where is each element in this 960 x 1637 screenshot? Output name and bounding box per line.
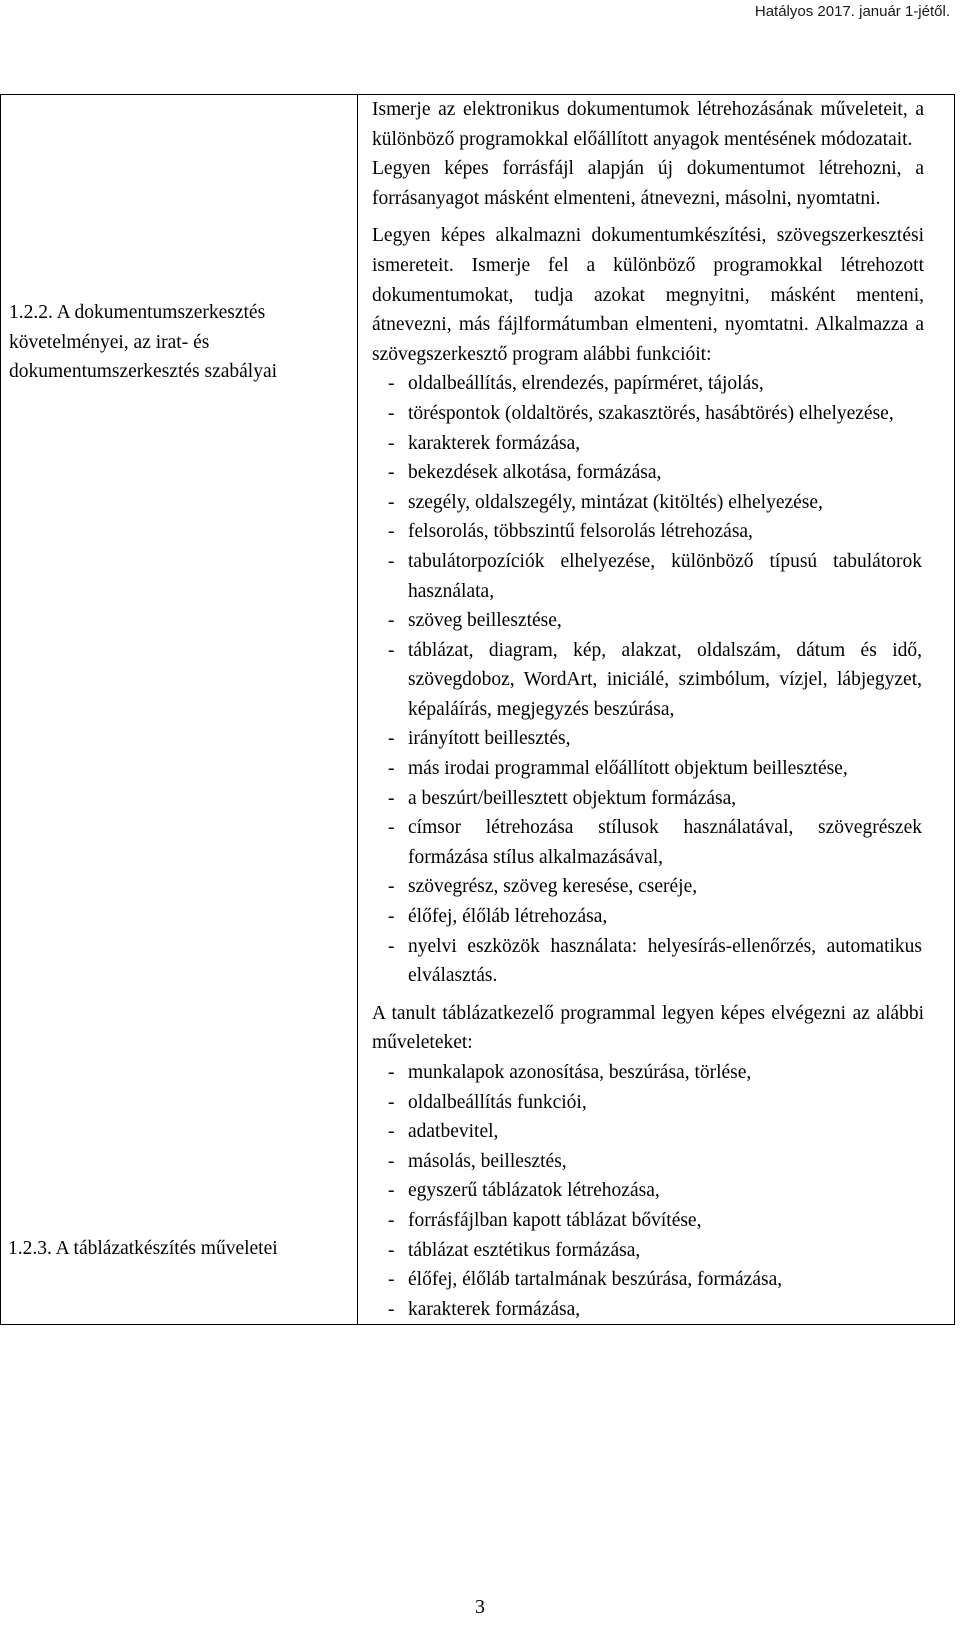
intro-paragraph: Legyen képes forrásfájl alapján új dokumentumot létrehozni, a forrásanyagot másként elmenteni, átnevezni, másolni, nyomtatni. <box>372 158 924 209</box>
section-1-2-3-list <box>372 1058 924 1324</box>
effective-date-note: Hatályos 2017. január 1-jétől. <box>754 3 950 20</box>
list-item: - táblázat esztétikus formázása, <box>372 1236 924 1266</box>
list-item: - táblázat, diagram, kép, alakzat, oldalszám, dátum és idő, szövegdoboz, WordArt, iniciálé, szimbólum, vízjel, lábjegyzet, képaláírás, megjegyzés beszúrása, <box>372 636 924 725</box>
list-item: - forrásfájlban kapott táblázat bővítése, <box>372 1206 924 1236</box>
section-label-1-2-2: 1.2.2. A dokumentumszerkesztés követelményei, az irat- és dokumentumszerkesztés szabályai <box>9 302 278 383</box>
list-item: - élőfej, élőláb létrehozása, <box>372 902 924 932</box>
section-1-2-2-text: Legyen képes alkalmazni dokumentumkészítési, szövegszerkesztési ismereteit. Ismerje fel a különböző programokkal létrehozott dokumentumokat, tudja azokat megnyitni, másként menteni, átnevezni, más fájlformátumban elmenteni, nyomtatni. Alkalmazza a szövegszerkesztő program alábbi funkcióit: <box>372 225 924 365</box>
intro-block <box>372 95 924 213</box>
list-item: - tabulátorpozíciók elhelyezése, különböző típusú tabulátorok használata, <box>372 547 924 606</box>
list-item: - karakterek formázása, <box>372 429 924 459</box>
list-item: - szövegrész, szöveg keresése, cseréje, <box>372 872 924 902</box>
requirements-column-cell <box>358 95 955 1325</box>
list-item: - adatbevitel, <box>372 1117 924 1147</box>
list-item: - szöveg beillesztése, <box>372 606 924 636</box>
intro-paragraph: Ismerje az elektronikus dokumentumok létrehozásának műveleteit, a különböző programokkal előállított anyagok mentésének módozatait. <box>372 99 924 150</box>
list-item: - töréspontok (oldaltörés, szakasztörés, hasábtörés) elhelyezése, <box>372 399 924 429</box>
list-item: - oldalbeállítás funkciói, <box>372 1088 924 1118</box>
list-item: - bekezdések alkotása, formázása, <box>372 458 924 488</box>
list-item: - irányított beillesztés, <box>372 724 924 754</box>
list-item: - élőfej, élőláb tartalmának beszúrása, formázása, <box>372 1265 924 1295</box>
list-item: - címsor létrehozása stílusok használatával, szövegrészek formázása stílus alkalmazásával, <box>372 813 924 872</box>
section-1-2-3-text: A tanult táblázatkezelő programmal legyen képes elvégezni az alábbi műveleteket: <box>372 1002 924 1054</box>
list-item: - felsorolás, többszintű felsorolás létrehozása, <box>372 517 924 547</box>
section-1-2-2-list <box>372 369 924 990</box>
curriculum-table <box>0 94 955 1325</box>
list-item: - oldalbeállítás, elrendezés, papírméret, tájolás, <box>372 369 924 399</box>
list-item: - munkalapok azonosítása, beszúrása, törlése, <box>372 1058 924 1088</box>
table-row <box>1 95 955 1325</box>
section-label-1-2-3: 1.2.3. A táblázatkészítés műveletei <box>8 1238 278 1259</box>
list-item: - másolás, beillesztés, <box>372 1147 924 1177</box>
list-item: - karakterek formázása, <box>372 1295 924 1325</box>
list-item: - más irodai programmal előállított objektum beillesztése, <box>372 754 924 784</box>
list-item: - a beszúrt/beillesztett objektum formázása, <box>372 784 924 814</box>
list-item: - szegély, oldalszegély, mintázat (kitöltés) elhelyezése, <box>372 488 924 518</box>
list-item: - egyszerű táblázatok létrehozása, <box>372 1176 924 1206</box>
page-number: 3 <box>475 1596 485 1618</box>
topic-column-cell <box>1 95 358 1325</box>
list-item: - nyelvi eszközök használata: helyesírás-ellenőrzés, automatikus elválasztás. <box>372 932 924 991</box>
